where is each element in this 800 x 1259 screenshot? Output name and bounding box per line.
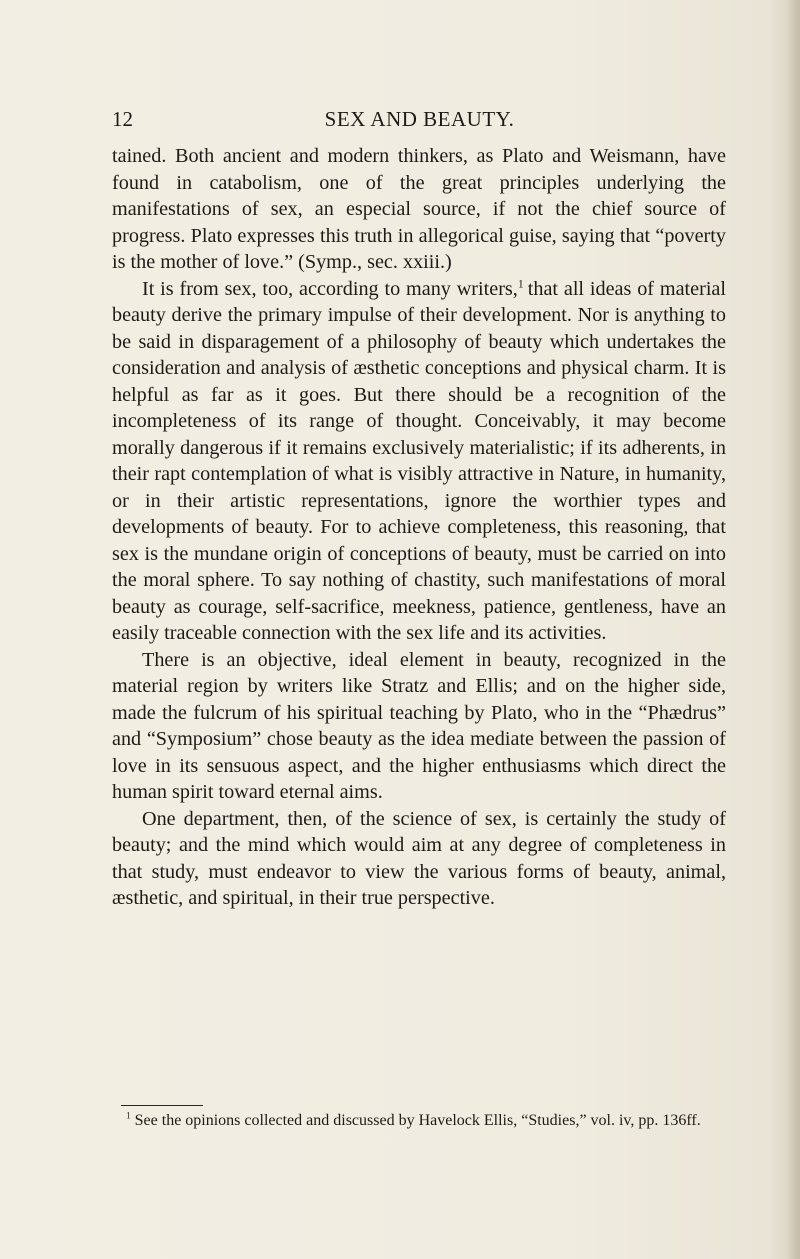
- body-text: [112, 143, 726, 912]
- paragraph-1: tained. Both ancient and modern thinkers, as Plato and Weismann, have found in catabolism, one of the great principles underlying the manifestations of sex, an especial source, if not the chief source of progress. Plato expresses this truth in allegorical guise, saying that “poverty is the mother of love.” (Symp., sec. xxiii.): [112, 145, 726, 273]
- paragraph-3: There is an objective, ideal element in beauty, recognized in the material region by writers like Stratz and Ellis; and on the higher side, made the fulcrum of his spiritual teaching by Plato, who in the “Phædrus” and “Symposium” chose beauty as the idea mediate between the passion of love in its sensuous aspect, and the higher enthusiasms which direct the human spirit toward eternal aims.: [112, 648, 726, 803]
- footnote-text: See the opinions collected and discussed by Havelock Ellis, “Studies,” vol. iv, pp. 136ff.: [134, 1112, 701, 1129]
- paragraph-2: [112, 276, 726, 647]
- paragraph-2-rest: that all ideas of material beauty derive the primary impulse of their development. Nor is anything to be said in disparagement of a philosophy of beauty which undertakes the consideration and analysis of æsthetic conceptions and physical charm. It is helpful as far as it goes. But there should be a recognition of the incompleteness of its range of thought. Conceivably, it may become morally dangerous if it remains exclusively materialistic; if its adherents, in their rapt contemplation of what is visibly attractive in Nature, in humanity, or in their artistic representations, ignore the worthier types and developments of beauty. For to achieve completeness, this reasoning, that sex is the mundane origin of conceptions of beauty, must be carried on into the moral sphere. To say nothing of chastity, such manifestations of moral beauty as courage, self-sacrifice, meekness, patience, gentleness, have an easily traceable connection with the sex life and its activities.: [112, 277, 726, 644]
- paragraph-2-lead: It is from sex, too, according to many writers,: [142, 277, 518, 300]
- running-head: [112, 104, 727, 134]
- paragraph-4: One department, then, of the science of sex, is certainly the study of beauty; and the mind which would aim at any degree of completeness in that study, must endeavor to view the various forms of beauty, animal, æsthetic, and spiritual, in their true perspective.: [112, 807, 726, 909]
- footnote: [112, 1109, 726, 1133]
- footnotes: [112, 1109, 726, 1133]
- footnote-rule: [121, 1105, 203, 1106]
- footnote-reference: 1: [517, 276, 524, 290]
- footnote-marker: 1: [126, 1111, 131, 1122]
- page-number: 12: [112, 107, 133, 131]
- page-edge-shadow: [786, 0, 800, 1259]
- running-title: SEX AND BEAUTY.: [324, 107, 515, 131]
